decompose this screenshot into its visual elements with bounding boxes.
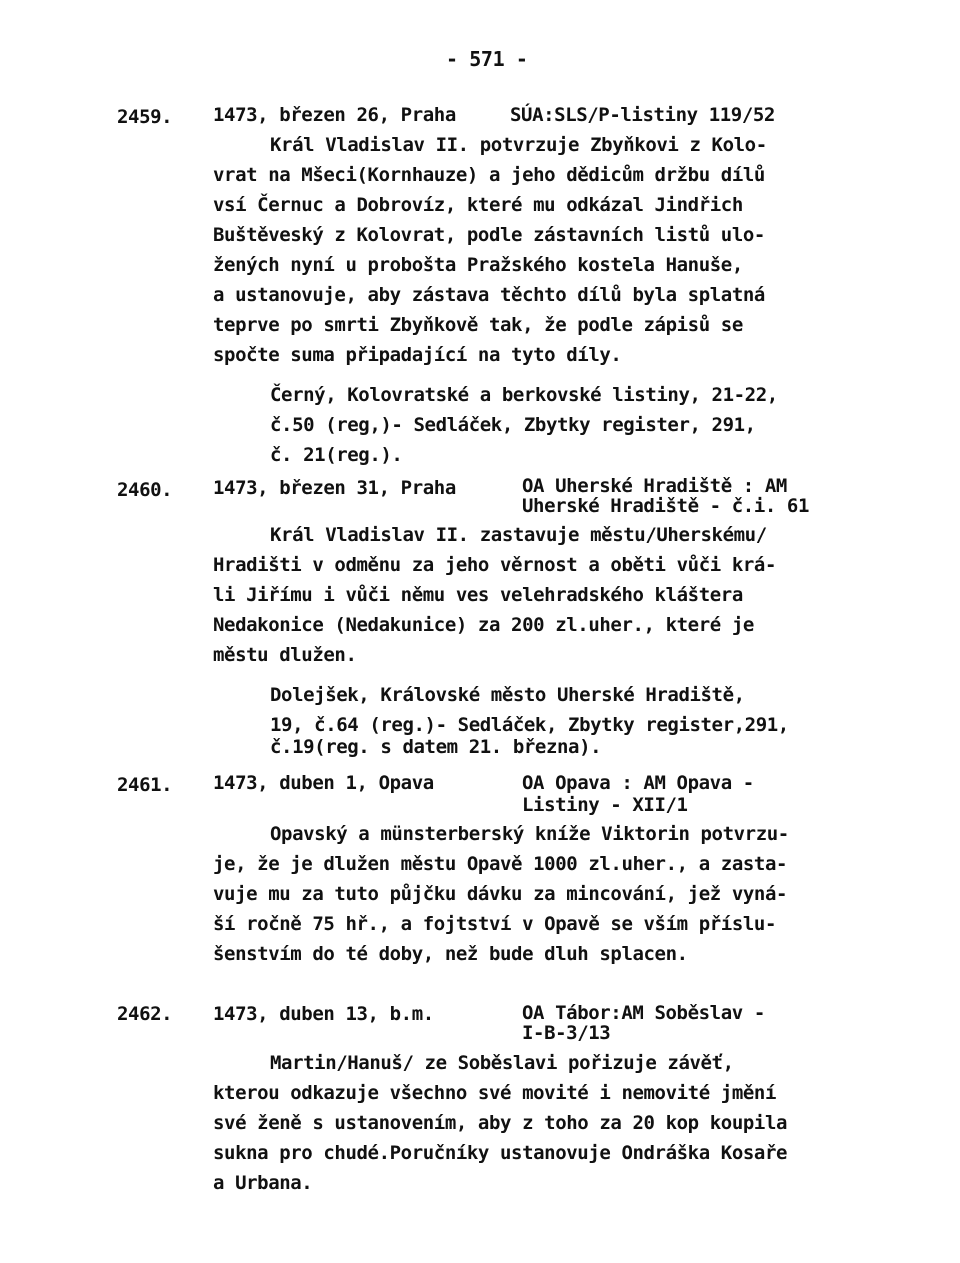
- entry-text-line: Buštěveský z Kolovrat, podle zástavních listů ulo-: [213, 224, 765, 246]
- entry-text-line: kterou odkazuje všechno své movité i nemovité jmění: [213, 1082, 776, 1104]
- entry-text-line: šenstvím do té doby, než bude dluh splacen.: [213, 943, 688, 965]
- entry-archive: OA Uherské Hradiště : AM: [522, 475, 787, 497]
- entry-text-line: Hradišti v odměnu za jeho věrnost a oběti vůči krá-: [213, 554, 776, 576]
- entry-literature-line: 19, č.64 (reg.)- Sedláček, Zbytky register,291,: [270, 714, 789, 736]
- entry-text-line: vrat na Mšeci(Kornhauze) a jeho dědicům držbu dílů: [213, 164, 765, 186]
- entry-text-line: a ustanovuje, aby zástava těchto dílů byla splatná: [213, 284, 765, 306]
- entry-text-line: Král Vladislav II. potvrzuje Zbyňkovi z Kolo-: [270, 134, 767, 156]
- entry-number: 2460.: [117, 479, 173, 501]
- entry-text-line: městu dlužen.: [213, 644, 357, 666]
- entry-text-line: Král Vladislav II. zastavuje městu/Uherskému/: [270, 524, 767, 546]
- entry-date-place: 1473, duben 1, Opava: [213, 772, 434, 794]
- entry-text-line: vsí Černuc a Dobrovíz, které mu odkázal Jindřich: [213, 194, 743, 216]
- entry-text-line: Nedakonice (Nedakunice) za 200 zl.uher., které je: [213, 614, 754, 636]
- entry-number: 2462.: [117, 1003, 173, 1025]
- entry-literature-line: č.50 (reg,)- Sedláček, Zbytky register, 291,: [270, 414, 756, 436]
- entry-literature-line: Dolejšek, Královské město Uherské Hradiště,: [270, 684, 745, 706]
- entry-literature-line: Černý, Kolovratské a berkovské listiny, 21-22,: [270, 384, 778, 406]
- entry-literature-line: č.19(reg. s datem 21. března).: [270, 736, 602, 758]
- entry-text-line: li Jiřímu i vůči němu ves velehradského kláštera: [213, 584, 743, 606]
- entry-archive: OA Tábor:AM Soběslav -: [522, 1002, 765, 1024]
- entry-text-line: je, že je dlužen městu Opavě 1000 zl.uher., a zasta-: [213, 853, 788, 875]
- entry-archive: Listiny - XII/1: [522, 794, 688, 816]
- page-number: - 571 -: [446, 47, 528, 71]
- entry-text-line: Martin/Hanuš/ ze Soběslavi pořizuje závěť,: [270, 1052, 734, 1074]
- entry-text-line: ší ročně 75 hř., a fojtství v Opavě se vším příslu-: [213, 913, 776, 935]
- entry-text-line: Opavský a münsterberský kníže Viktorin potvrzu-: [270, 823, 789, 845]
- entry-date-place: 1473, duben 13, b.m.: [213, 1003, 434, 1025]
- entry-archive: SÚA:SLS/P-listiny 119/52: [510, 104, 775, 126]
- entry-date-place: 1473, březen 26, Praha: [213, 104, 456, 126]
- entry-text-line: teprve po smrti Zbyňkově tak, že podle zápisů se: [213, 314, 743, 336]
- entry-archive: I-B-3/13: [522, 1022, 611, 1044]
- entry-number: 2461.: [117, 774, 173, 796]
- entry-date-place: 1473, březen 31, Praha: [213, 477, 456, 499]
- entry-number: 2459.: [117, 106, 173, 128]
- entry-text-line: své ženě s ustanovením, aby z toho za 20 kop koupila: [213, 1112, 788, 1134]
- entry-archive: Uherské Hradiště - č.i. 61: [522, 495, 810, 517]
- entry-literature-line: č. 21(reg.).: [270, 444, 403, 466]
- entry-archive: OA Opava : AM Opava -: [522, 772, 754, 794]
- entry-text-line: sukna pro chudé.Poručníky ustanovuje Ondráška Kosaře: [213, 1142, 788, 1164]
- entry-text-line: žených nyní u proboštа Pražského kostela Hanuše,: [213, 254, 743, 276]
- entry-text-line: spočte suma připadající na tyto díly.: [213, 344, 622, 366]
- entry-text-line: a Urbana.: [213, 1172, 313, 1194]
- entry-text-line: vuje mu za tuto půjčku dávku za mincování, jež vyná-: [213, 883, 788, 905]
